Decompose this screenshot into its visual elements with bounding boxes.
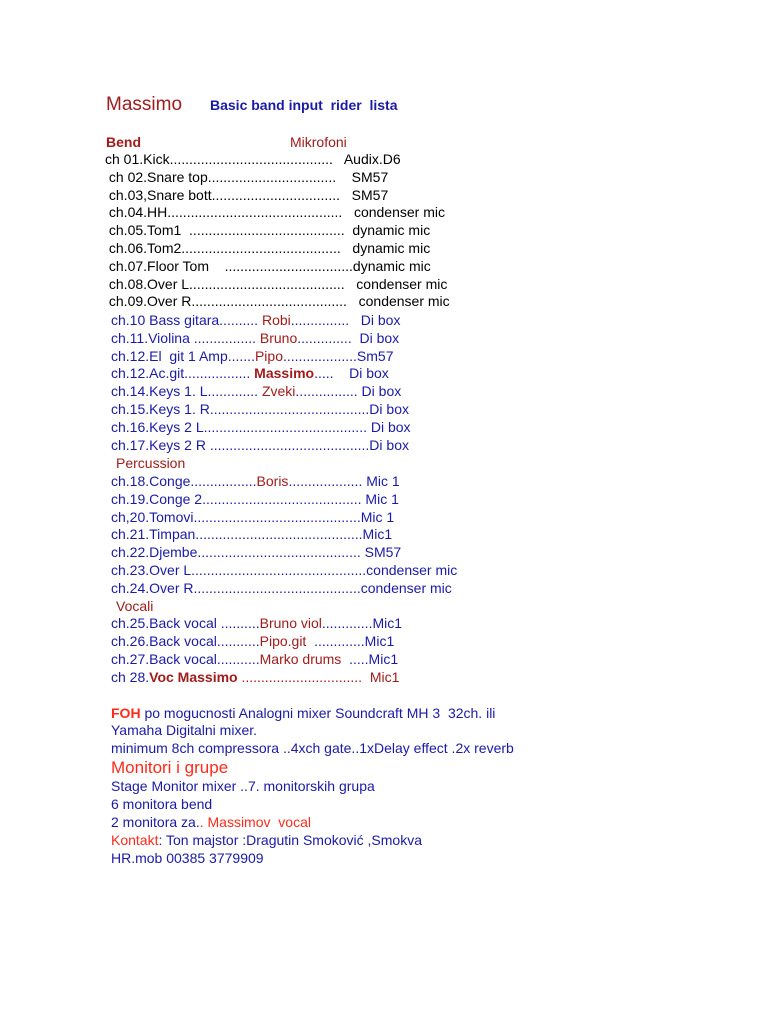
channel-row [111, 562, 457, 579]
channel-label: ch.15.Keys 1. R.........................................Di box [111, 401, 409, 417]
channel-label: ch.18.Conge................. [111, 473, 257, 489]
channel-row [111, 348, 393, 365]
channel-row: ch.08.Over L........................................ condenser mic [105, 275, 448, 292]
channel-row [111, 491, 399, 508]
monitors-line-1: Stage Monitor mixer ..7. monitorskih grupa [111, 778, 375, 794]
section-percussion-label: Percussion [116, 455, 186, 471]
channel-label: ch.10 Bass gitara.......... [111, 312, 262, 328]
channel-row [111, 419, 411, 436]
channel-row [111, 633, 394, 650]
musician-name: Pipo [254, 347, 283, 364]
channel-row: ch.07.Floor Tom .................................dynamic mic [105, 257, 431, 274]
channel-label: ch.12.Ac.git................. [111, 365, 255, 382]
channel-label: ch.23.Over L.............................................condenser mic [111, 562, 458, 578]
contact-mobile: HR.mob 00385 3779909 [111, 850, 264, 866]
musician-name: Pipo.git [259, 632, 307, 649]
channel-28-row [111, 669, 399, 686]
channel-label: ch.16.Keys 2 L.......................................... Di box [111, 418, 411, 435]
channel-label: ch.21.Timpan...........................................Mic1 [111, 526, 393, 543]
page-subtitle: Basic band input rider lista [210, 97, 398, 113]
channel-label: ch,20.Tomovi...........................................Mic 1 [111, 508, 395, 525]
channel-row: ch.06.Tom2......................................... dynamic mic [105, 240, 431, 256]
section-mikrofoni-label: Mikrofoni [290, 134, 347, 150]
monitors-heading: Monitori i grupe [111, 758, 229, 777]
channel-source: .............. Di box [297, 329, 400, 346]
channel-source: .............Mic1 [321, 615, 403, 631]
foh-label: FOH [111, 705, 141, 721]
channel-row: ch 01.Kick.......................................... Audix.D6 [105, 151, 401, 167]
channel-label: ch.25.Back vocal .......... [111, 615, 260, 631]
channel-label: ch.11.Violina ................ [111, 329, 260, 346]
channel-row [111, 615, 402, 632]
channel-source: ..... Di box [314, 365, 389, 382]
channel-row: ch.09.Over R........................................ condenser mic [105, 293, 450, 310]
channel-label: ch.27.Back vocal........... [111, 650, 260, 667]
musician-name: Robi [261, 312, 291, 328]
channel-row [111, 312, 400, 329]
channel-label: ch.17.Keys 2 R .........................................Di box [111, 436, 409, 453]
musician-name: Bruno viol [259, 615, 322, 631]
channel-source: ...................Sm57 [283, 347, 394, 364]
channel-source: .....Mic1 [341, 650, 399, 667]
channel-row [111, 526, 392, 543]
channel-row: ch.04.HH............................................. condenser mic [105, 204, 445, 221]
channel-label: ch.14.Keys 1. L............. [111, 383, 262, 400]
contact-label: Kontakt [111, 832, 159, 848]
foh-text: po mogucnosti Analogni mixer Soundcraft MH 3 32ch. ili [140, 705, 496, 721]
section-bend-label: Bend [106, 134, 141, 150]
channel-label: ch.22.Djembe.......................................... SM57 [111, 544, 402, 561]
channel-row: ch.05.Tom1 ........................................ dynamic mic [105, 222, 431, 239]
musician-name: Zveki [261, 383, 296, 400]
channel-row [111, 383, 401, 400]
channel-row [111, 651, 398, 668]
channel-label: ch.19.Conge 2......................................... Mic 1 [111, 490, 399, 507]
page-title: Massimo [106, 94, 183, 115]
musician-name: Marko drums [259, 650, 342, 667]
monitors-line-3 [111, 814, 311, 831]
channel-label: ch.26.Back vocal........... [111, 632, 260, 649]
channel-source: .............Mic1 [306, 632, 395, 649]
channel-row: ch 02.Snare top................................. SM57 [105, 168, 389, 185]
channel-row [111, 365, 389, 382]
contact-text: : Ton majstor :Dragutin Smoković ,Smokva [158, 832, 422, 848]
channel-source: ................... Mic 1 [288, 473, 400, 489]
monitors-line-3-vocal: . Massimov vocal [199, 814, 311, 830]
channel-label: ch.24.Over R...........................................condenser mic [111, 579, 452, 596]
channel-row [111, 509, 394, 526]
musician-name: Bruno [259, 329, 298, 346]
channel-source: ............... Di box [290, 312, 401, 328]
channel-row [111, 544, 401, 561]
channel-28-prefix: ch 28. [111, 669, 150, 685]
channel-row [111, 330, 399, 347]
foh-line-3: minimum 8ch compressora ..4xch gate..1xDelay effect .2x reverb [111, 740, 514, 756]
musician-name: Boris [256, 473, 289, 489]
musician-name: Massimo [254, 365, 315, 382]
channel-source: ................ Di box [295, 383, 402, 400]
channel-28-name: Voc Massimo [149, 669, 238, 685]
monitors-line-3-prefix: 2 monitora za. [111, 814, 200, 830]
channel-label: ch.12.El git 1 Amp....... [111, 347, 255, 364]
channel-row [111, 473, 400, 490]
contact-line [111, 832, 422, 849]
monitors-line-2: 6 monitora bend [111, 796, 213, 812]
channel-row [111, 580, 452, 597]
channel-row [111, 401, 409, 418]
foh-line-2: Yamaha Digitalni mixer. [111, 722, 258, 738]
channel-row: ch.03,Snare bott................................. SM57 [105, 186, 389, 203]
channel-row [111, 437, 409, 454]
section-vocali-label: Vocali [116, 598, 154, 614]
foh-line-1 [111, 705, 495, 722]
channel-28-mic: ............................... Mic1 [237, 669, 400, 685]
